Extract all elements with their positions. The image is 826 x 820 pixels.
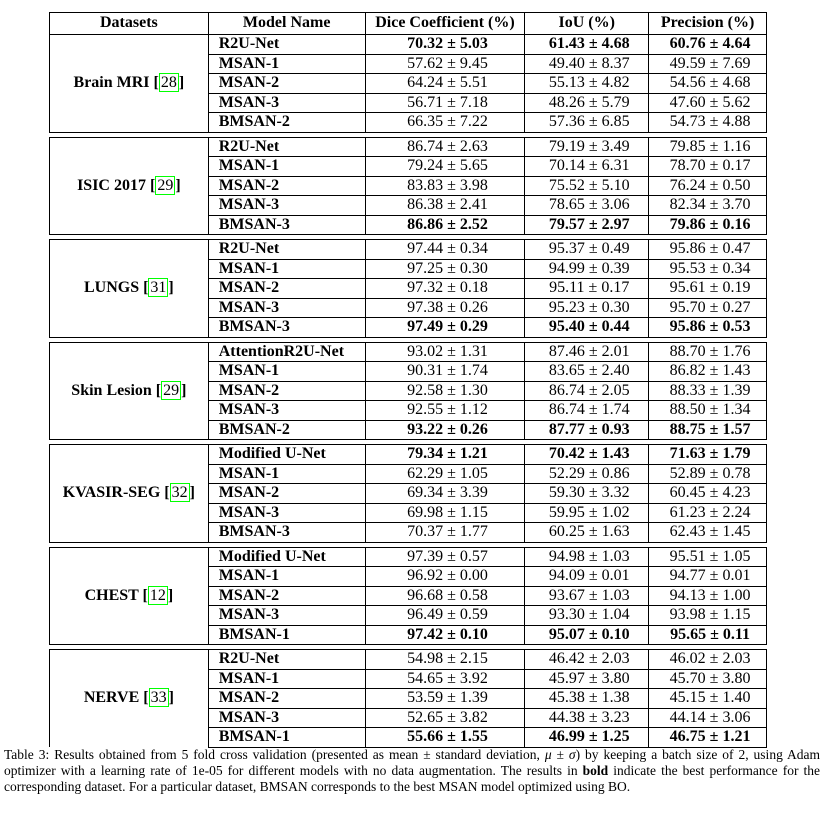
model-name-cell: MSAN-1 xyxy=(208,54,365,74)
header-precision: Precision (%) xyxy=(649,13,767,35)
header-iou: IoU (%) xyxy=(525,13,649,35)
iou-cell: 86.74 ± 2.05 xyxy=(525,381,649,401)
precision-cell: 52.89 ± 0.78 xyxy=(649,464,767,484)
model-name-cell: MSAN-1 xyxy=(208,259,365,279)
precision-cell: 95.86 ± 0.53 xyxy=(649,318,767,338)
iou-cell: 57.36 ± 6.85 xyxy=(525,113,649,133)
iou-cell: 93.67 ± 1.03 xyxy=(525,586,649,606)
dice-cell: 57.62 ± 9.45 xyxy=(365,54,525,74)
dice-cell: 54.98 ± 2.15 xyxy=(365,650,525,670)
dice-cell: 90.31 ± 1.74 xyxy=(365,362,525,382)
precision-cell: 78.70 ± 0.17 xyxy=(649,157,767,177)
iou-cell: 95.40 ± 0.44 xyxy=(525,318,649,338)
citation-link[interactable]: 29 xyxy=(163,381,180,399)
dice-cell: 70.32 ± 5.03 xyxy=(365,35,525,55)
precision-cell: 93.98 ± 1.15 xyxy=(649,606,767,626)
table-row xyxy=(50,445,767,465)
model-name-cell: BMSAN-1 xyxy=(208,728,365,748)
citation-link[interactable]: 32 xyxy=(171,484,188,501)
model-name-cell: BMSAN-3 xyxy=(208,523,365,543)
dice-cell: 96.49 ± 0.59 xyxy=(365,606,525,626)
dice-cell: 83.83 ± 3.98 xyxy=(365,176,525,196)
dataset-cell: LUNGS [ 31 ] xyxy=(50,240,209,338)
iou-cell: 49.40 ± 8.37 xyxy=(525,54,649,74)
precision-cell: 60.76 ± 4.64 xyxy=(649,35,767,55)
precision-cell: 95.86 ± 0.47 xyxy=(649,240,767,260)
model-name-cell: AttentionR2U-Net xyxy=(208,342,365,362)
iou-cell: 94.99 ± 0.39 xyxy=(525,259,649,279)
caption-text-1: Results obtained from 5 fold cross validation (presented as mean ± standard deviation, xyxy=(54,747,540,762)
precision-cell: 47.60 ± 5.62 xyxy=(649,93,767,113)
model-name-cell: MSAN-3 xyxy=(208,196,365,216)
precision-cell: 95.53 ± 0.34 xyxy=(649,259,767,279)
iou-cell: 94.98 ± 1.03 xyxy=(525,547,649,567)
model-name-cell: BMSAN-3 xyxy=(208,215,365,235)
iou-cell: 95.37 ± 0.49 xyxy=(525,240,649,260)
dice-cell: 97.32 ± 0.18 xyxy=(365,279,525,299)
table-row xyxy=(50,342,767,362)
model-name-cell: BMSAN-2 xyxy=(208,113,365,133)
dice-cell: 66.35 ± 7.22 xyxy=(365,113,525,133)
model-name-cell: Modified U-Net xyxy=(208,445,365,465)
iou-cell: 70.42 ± 1.43 xyxy=(525,445,649,465)
iou-cell: 52.29 ± 0.86 xyxy=(525,464,649,484)
iou-cell: 87.77 ± 0.93 xyxy=(525,420,649,440)
model-name-cell: MSAN-2 xyxy=(208,74,365,94)
dice-cell: 79.24 ± 5.65 xyxy=(365,157,525,177)
iou-cell: 95.07 ± 0.10 xyxy=(525,625,649,645)
precision-cell: 88.75 ± 1.57 xyxy=(649,420,767,440)
precision-cell: 94.13 ± 1.00 xyxy=(649,586,767,606)
dice-cell: 96.92 ± 0.00 xyxy=(365,567,525,587)
table-caption xyxy=(4,747,820,795)
precision-cell: 71.63 ± 1.79 xyxy=(649,445,767,465)
dataset-name: Skin Lesion xyxy=(71,381,152,399)
dice-cell: 97.49 ± 0.29 xyxy=(365,318,525,338)
dice-cell: 97.38 ± 0.26 xyxy=(365,298,525,318)
header-datasets: Datasets xyxy=(50,13,209,35)
model-name-cell: MSAN-1 xyxy=(208,464,365,484)
model-name-cell: MSAN-2 xyxy=(208,484,365,504)
dice-cell: 92.58 ± 1.30 xyxy=(365,381,525,401)
model-name-cell: MSAN-3 xyxy=(208,298,365,318)
model-name-cell: MSAN-3 xyxy=(208,503,365,523)
caption-math: μ ± σ xyxy=(544,747,576,762)
model-name-cell: MSAN-2 xyxy=(208,176,365,196)
precision-cell: 62.43 ± 1.45 xyxy=(649,523,767,543)
model-name-cell: MSAN-2 xyxy=(208,586,365,606)
iou-cell: 46.42 ± 2.03 xyxy=(525,650,649,670)
precision-cell: 44.14 ± 3.06 xyxy=(649,708,767,728)
dice-cell: 97.44 ± 0.34 xyxy=(365,240,525,260)
dice-cell: 70.37 ± 1.77 xyxy=(365,523,525,543)
precision-cell: 88.50 ± 1.34 xyxy=(649,401,767,421)
dice-cell: 56.71 ± 7.18 xyxy=(365,93,525,113)
iou-cell: 55.13 ± 4.82 xyxy=(525,74,649,94)
dice-cell: 53.59 ± 1.39 xyxy=(365,689,525,709)
header-dice: Dice Coefficient (%) xyxy=(365,13,525,35)
dice-cell: 55.66 ± 1.55 xyxy=(365,728,525,748)
dice-cell: 69.98 ± 1.15 xyxy=(365,503,525,523)
dataset-cell: NERVE [ 33 ] xyxy=(50,650,209,748)
table-row xyxy=(50,35,767,55)
dataset-cell: KVASIR-SEG [ 32 ] xyxy=(50,445,209,543)
dice-cell: 64.24 ± 5.51 xyxy=(365,74,525,94)
precision-cell: 45.70 ± 3.80 xyxy=(649,669,767,689)
dataset-cell: Skin Lesion [ 29 ] xyxy=(50,342,209,440)
model-name-cell: R2U-Net xyxy=(208,240,365,260)
dice-cell: 86.86 ± 2.52 xyxy=(365,215,525,235)
dice-cell: 93.22 ± 0.26 xyxy=(365,420,525,440)
iou-cell: 87.46 ± 2.01 xyxy=(525,342,649,362)
citation-link[interactable]: 33 xyxy=(150,689,167,707)
dataset-name: Brain MRI xyxy=(73,74,150,91)
precision-cell: 54.56 ± 4.68 xyxy=(649,74,767,94)
precision-cell: 82.34 ± 3.70 xyxy=(649,196,767,216)
precision-cell: 95.65 ± 0.11 xyxy=(649,625,767,645)
precision-cell: 88.33 ± 1.39 xyxy=(649,381,767,401)
precision-cell: 49.59 ± 7.69 xyxy=(649,54,767,74)
model-name-cell: MSAN-1 xyxy=(208,157,365,177)
model-name-cell: BMSAN-1 xyxy=(208,625,365,645)
citation-link[interactable]: 31 xyxy=(150,279,167,296)
precision-cell: 79.85 ± 1.16 xyxy=(649,137,767,157)
dataset-name: KVASIR-SEG xyxy=(62,484,161,501)
model-name-cell: MSAN-1 xyxy=(208,362,365,382)
dataset-name: ISIC 2017 xyxy=(77,176,146,194)
dice-cell: 97.39 ± 0.57 xyxy=(365,547,525,567)
iou-cell: 45.97 ± 3.80 xyxy=(525,669,649,689)
iou-cell: 70.14 ± 6.31 xyxy=(525,157,649,177)
iou-cell: 46.99 ± 1.25 xyxy=(525,728,649,748)
precision-cell: 86.82 ± 1.43 xyxy=(649,362,767,382)
precision-cell: 45.15 ± 1.40 xyxy=(649,689,767,709)
iou-cell: 93.30 ± 1.04 xyxy=(525,606,649,626)
dataset-name: LUNGS xyxy=(83,279,140,296)
model-name-cell: BMSAN-3 xyxy=(208,318,365,338)
header-model-name: Model Name xyxy=(208,13,365,35)
iou-cell: 78.65 ± 3.06 xyxy=(525,196,649,216)
dice-cell: 86.74 ± 2.63 xyxy=(365,137,525,157)
dataset-cell: ISIC 2017 [ 29 ] xyxy=(50,137,209,235)
precision-cell: 79.86 ± 0.16 xyxy=(649,215,767,235)
precision-cell: 61.23 ± 2.24 xyxy=(649,503,767,523)
dice-cell: 93.02 ± 1.31 xyxy=(365,342,525,362)
citation-link[interactable]: 28 xyxy=(160,74,177,91)
table-row xyxy=(50,137,767,157)
dice-cell: 69.34 ± 3.39 xyxy=(365,484,525,504)
precision-cell: 95.70 ± 0.27 xyxy=(649,298,767,318)
caption-text-3: indicate the best performance for the corresponding dataset. For a particular dataset, BMSAN corresponds to the best MSAN model optimized using BO. xyxy=(4,763,821,794)
iou-cell: 94.09 ± 0.01 xyxy=(525,567,649,587)
model-name-cell: R2U-Net xyxy=(208,35,365,55)
dice-cell: 97.42 ± 0.10 xyxy=(365,625,525,645)
iou-cell: 59.95 ± 1.02 xyxy=(525,503,649,523)
precision-cell: 94.77 ± 0.01 xyxy=(649,567,767,587)
precision-cell: 60.45 ± 4.23 xyxy=(649,484,767,504)
model-name-cell: MSAN-2 xyxy=(208,279,365,299)
dice-cell: 86.38 ± 2.41 xyxy=(365,196,525,216)
iou-cell: 75.52 ± 5.10 xyxy=(525,176,649,196)
table-row xyxy=(50,240,767,260)
results-table xyxy=(49,12,767,748)
model-name-cell: MSAN-3 xyxy=(208,606,365,626)
iou-cell: 59.30 ± 3.32 xyxy=(525,484,649,504)
precision-cell: 76.24 ± 0.50 xyxy=(649,176,767,196)
dice-cell: 62.29 ± 1.05 xyxy=(365,464,525,484)
model-name-cell: MSAN-3 xyxy=(208,401,365,421)
table-row xyxy=(50,547,767,567)
precision-cell: 46.75 ± 1.21 xyxy=(649,728,767,748)
iou-cell: 45.38 ± 1.38 xyxy=(525,689,649,709)
precision-cell: 95.61 ± 0.19 xyxy=(649,279,767,299)
dataset-cell: CHEST [ 12 ] xyxy=(50,547,209,645)
iou-cell: 48.26 ± 5.79 xyxy=(525,93,649,113)
iou-cell: 61.43 ± 4.68 xyxy=(525,35,649,55)
precision-cell: 88.70 ± 1.76 xyxy=(649,342,767,362)
dice-cell: 92.55 ± 1.12 xyxy=(365,401,525,421)
iou-cell: 83.65 ± 2.40 xyxy=(525,362,649,382)
dice-cell: 97.25 ± 0.30 xyxy=(365,259,525,279)
model-name-cell: MSAN-1 xyxy=(208,567,365,587)
model-name-cell: MSAN-1 xyxy=(208,669,365,689)
iou-cell: 95.11 ± 0.17 xyxy=(525,279,649,299)
dice-cell: 52.65 ± 3.82 xyxy=(365,708,525,728)
model-name-cell: MSAN-2 xyxy=(208,689,365,709)
table-row xyxy=(50,650,767,670)
model-name-cell: MSAN-3 xyxy=(208,93,365,113)
model-name-cell: Modified U-Net xyxy=(208,547,365,567)
table-body xyxy=(50,35,767,748)
model-name-cell: R2U-Net xyxy=(208,137,365,157)
dice-cell: 54.65 ± 3.92 xyxy=(365,669,525,689)
table-header-row xyxy=(50,13,767,35)
iou-cell: 86.74 ± 1.74 xyxy=(525,401,649,421)
caption-label: Table 3: xyxy=(4,747,50,762)
precision-cell: 95.51 ± 1.05 xyxy=(649,547,767,567)
dataset-name: NERVE xyxy=(83,689,140,707)
iou-cell: 79.19 ± 3.49 xyxy=(525,137,649,157)
model-name-cell: BMSAN-2 xyxy=(208,420,365,440)
citation-link[interactable]: 12 xyxy=(149,586,166,604)
iou-cell: 79.57 ± 2.97 xyxy=(525,215,649,235)
dice-cell: 96.68 ± 0.58 xyxy=(365,586,525,606)
model-name-cell: MSAN-2 xyxy=(208,381,365,401)
dataset-name: CHEST xyxy=(84,586,139,604)
iou-cell: 44.38 ± 3.23 xyxy=(525,708,649,728)
iou-cell: 95.23 ± 0.30 xyxy=(525,298,649,318)
iou-cell: 60.25 ± 1.63 xyxy=(525,523,649,543)
dice-cell: 79.34 ± 1.21 xyxy=(365,445,525,465)
citation-link[interactable]: 29 xyxy=(157,176,174,194)
model-name-cell: R2U-Net xyxy=(208,650,365,670)
precision-cell: 54.73 ± 4.88 xyxy=(649,113,767,133)
caption-bold-word: bold xyxy=(582,763,609,778)
dataset-cell: Brain MRI [ 28 ] xyxy=(50,35,209,133)
precision-cell: 46.02 ± 2.03 xyxy=(649,650,767,670)
model-name-cell: MSAN-3 xyxy=(208,708,365,728)
caption-text-2: ) by keeping a batch size of 2, using Adam optimizer with a learning rate of 1e-05 for different models with no data augmentation. The results in xyxy=(4,747,821,778)
